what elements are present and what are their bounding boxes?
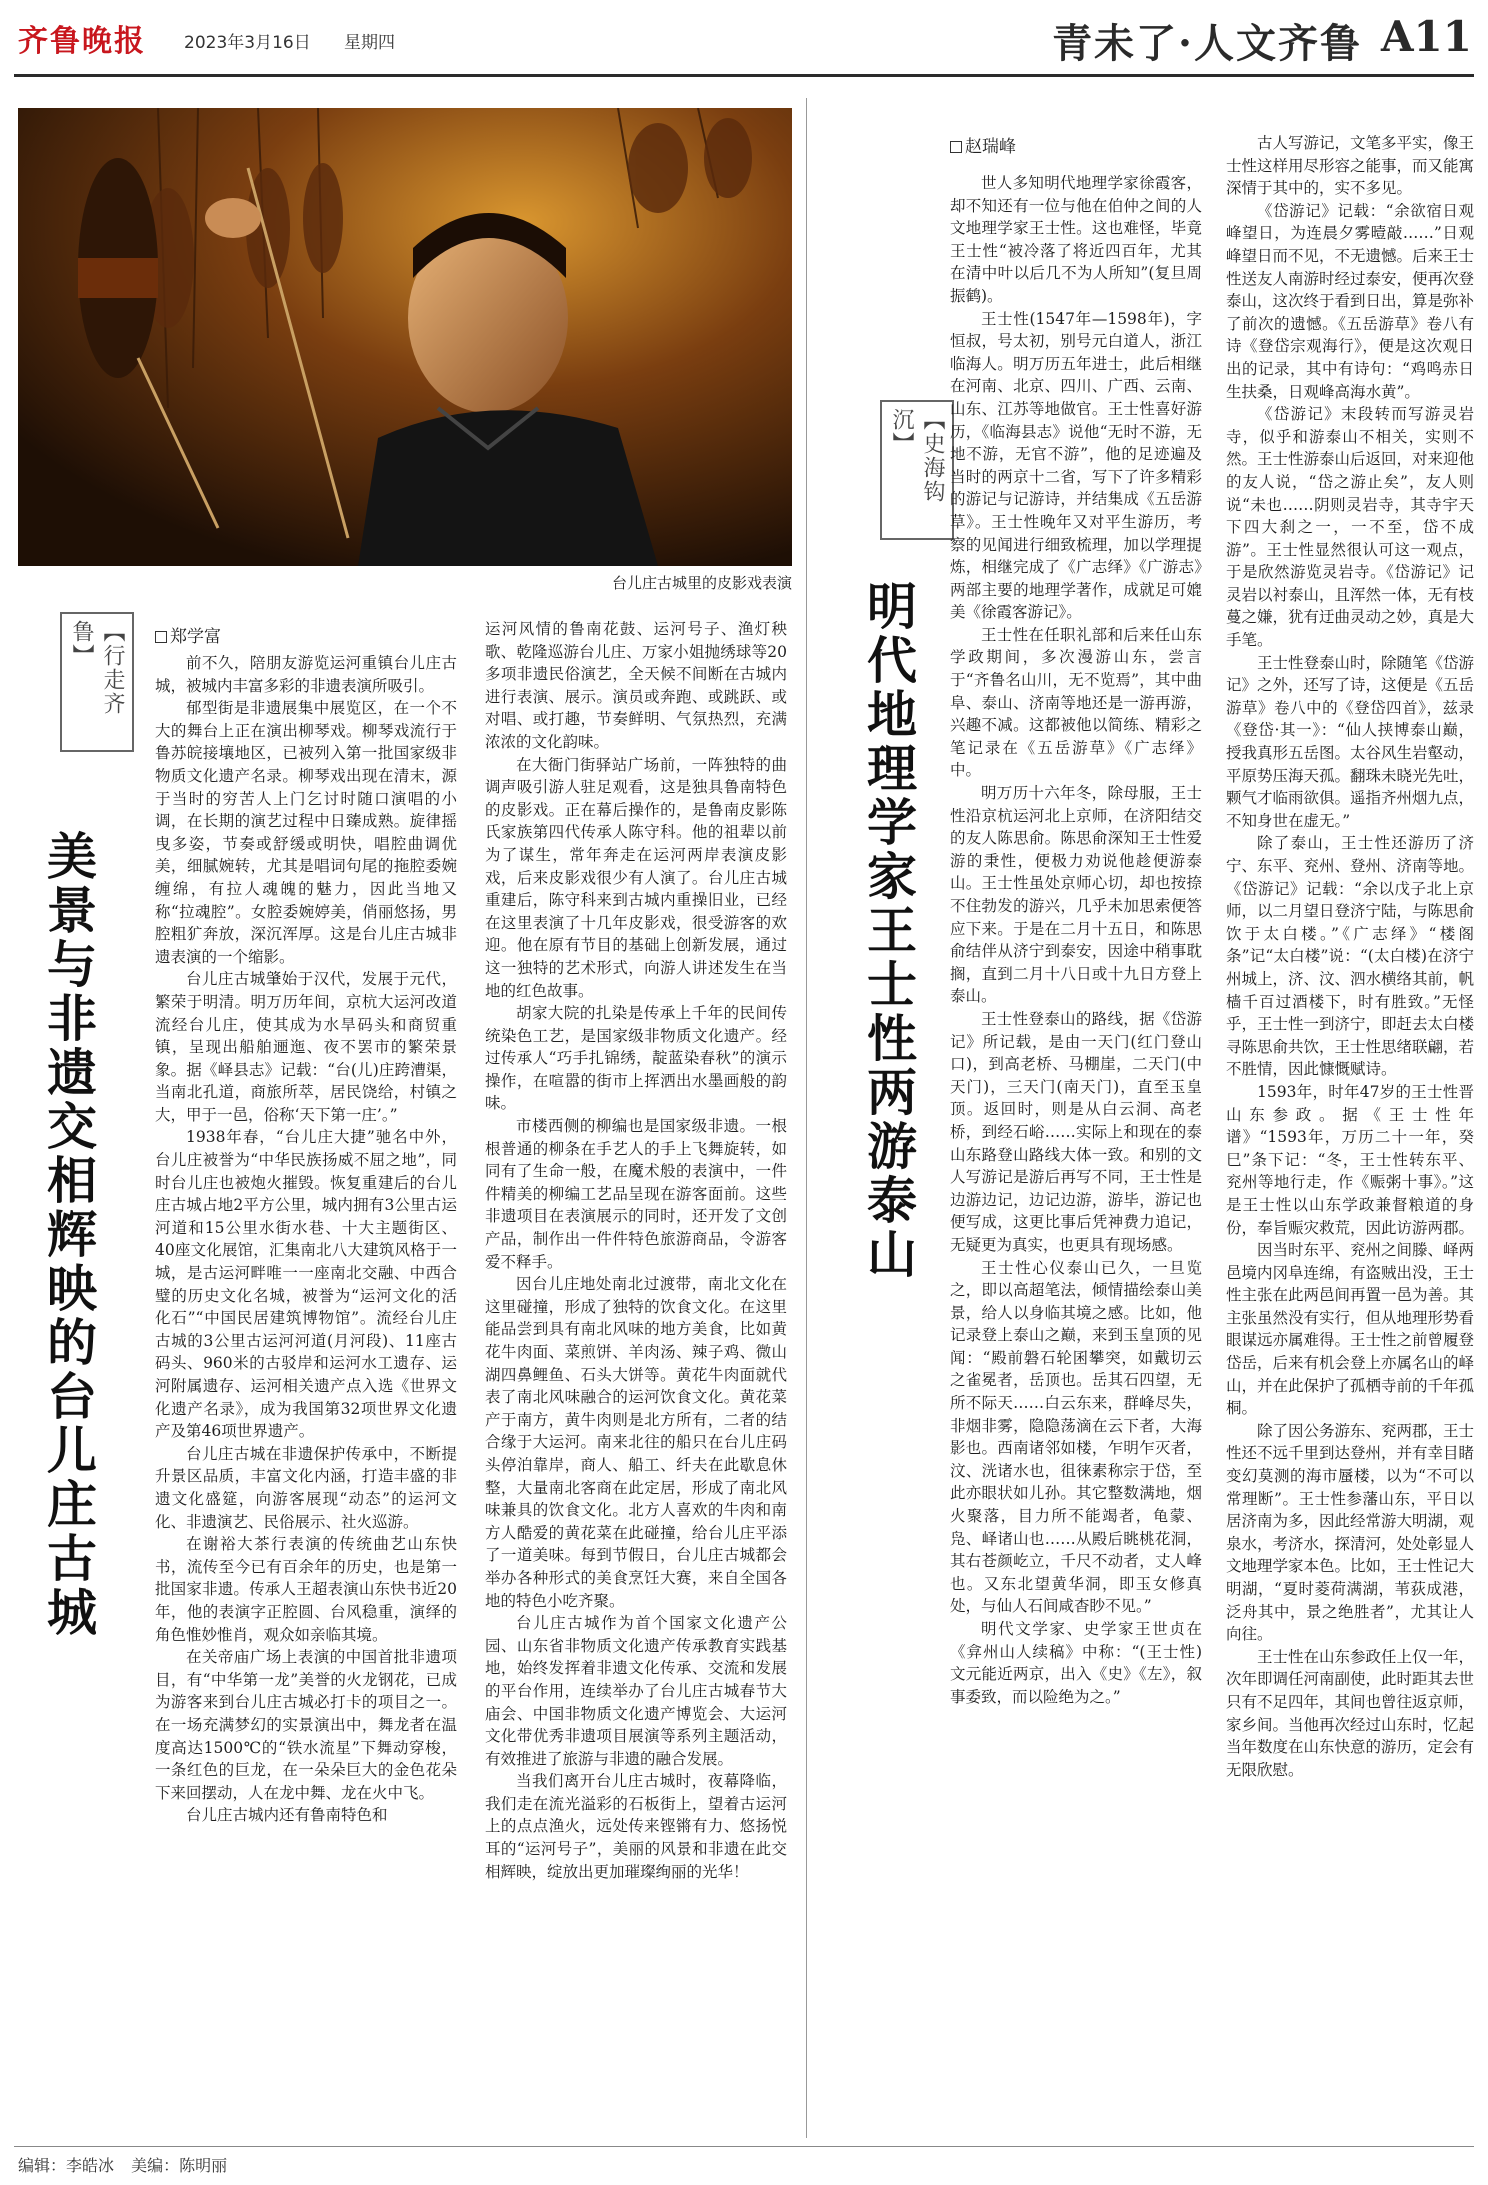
paragraph: 当我们离开台儿庄古城时，夜幕降临，我们走在流光溢彩的石板街上，望着古运河上的点点渔火，远处传来铿锵有力、悠扬悦耳的“运河号子”，美丽的风景和非遗在此交相辉映，绽放出更加璀璨绚丽的光华！	[485, 1772, 787, 1881]
column-tag-xingzou: 【行走齐鲁】	[60, 612, 134, 752]
paragraph: 郁型街是非遗展集中展览区，在一个不大的舞台上正在演出柳琴戏。柳琴戏流行于鲁苏皖接壤地区，已被列入第一批国家级非物质文化遗产名录。柳琴戏出现在清末，源于当时的穷苦人上门乞讨时随口演唱的小调，在长期的演艺过程中日臻成熟。旋律摇曳多姿，节奏或舒缓或明快，唱腔曲调优美，细腻婉转，尤其是唱词句尾的拖腔委婉缠绵，有拉人魂魄的魅力，因此当地又称“拉魂腔”。女腔委婉婷美，俏丽悠扬，男腔粗犷奔放，深沉浑厚。这是台儿庄古城非遗表演的一个缩影。	[155, 699, 457, 966]
paragraph: 因台儿庄地处南北过渡带，南北文化在这里碰撞，形成了独特的饮食文化。在这里能品尝到具有南北风味的地方美食，比如黄花牛肉面、菜煎饼、羊肉汤、辣子鸡、微山湖四鼻鲤鱼、石头大饼等。黄花牛肉面就代表了南北风味融合的运河饮食文化。黄花菜产于南方，黄牛肉则是北方所有，二者的结合缘于大运河。南来北往的船只在台儿庄码头停泊靠岸，商人、船工、纤夫在此歇息休整，大量南北客商在此定居，形成了南北风味兼具的饮食文化。北方人喜欢的牛肉和南方人酷爱的黄花菜在此碰撞，给台儿庄平添了一道美味。每到节假日，台儿庄古城都会举办各种形式的美食烹饪大赛，来自全国各地的特色小吃齐聚。	[485, 1275, 787, 1610]
photo-caption: 台儿庄古城里的皮影戏表演	[611, 574, 792, 592]
photo-illustration	[18, 108, 792, 566]
paragraph: 王士性(1547年—1598年)，字恒叔，号太初，别号元白道人，浙江临海人。明万历五年进士，此后相继在河南、北京、四川、广西、云南、山东、江苏等地做官。王士性喜好游历，《临海县志》说他“无时不游，无地不游，无官不游”，他的足迹遍及当时的两京十二省，写下了许多精彩的游记与记游诗，并结集成《五岳游草》。王士性晚年又对平生游历，考察的见闻进行细致梳理，加以学理提炼，相继完成了《广志绎》《广游志》两部主要的地理学著作，成就足可媲美《徐霞客游记》。	[950, 309, 1202, 622]
editor-credit: 编辑：李皓冰	[18, 2156, 115, 2175]
paragraph: 台儿庄古城在非遗保护传承中，不断提升景区品质，丰富文化内涵，打造丰盛的非遗文化盛筵，向游客展现“动态”的运河文化、非遗演艺、民俗展示、社火巡游。	[155, 1444, 457, 1531]
right-headline: 明代地理学家王士性两游泰山	[859, 580, 918, 1282]
left-column-1	[155, 652, 457, 2127]
right-author: 赵瑞峰	[965, 137, 1016, 157]
shadow-puppet-photo	[18, 108, 792, 566]
paragraph: 在谢裕大茶行表演的传统曲艺山东快书，流传至今已有百余年的历史，也是第一批国家非遗。传承人王超表演山东快书近20年，他的表演字正腔圆、台风稳重，演绎的角色惟妙惟肖，观众如亲临其境。	[155, 1535, 457, 1644]
paragraph: 明代文学家、史学家王世贞在《弇州山人续稿》中称：“(王士性)文元能近两京，出入《史》《左》，叙事委致，而以险绝为之。”	[950, 1620, 1202, 1706]
paragraph: 王士性登泰山的路线，据《岱游记》所记载，是由一天门(红门登山口)，到高老桥、马棚崖，二天门(中天门)，三天门(南天门)，直至玉皇顶。返回时，则是从白云洞、高老桥，到经石峪……实际上和现在的泰山东路登山路线大体一致。和别的文人写游记是游后再写不同，王士性是边游边记，边记边游，游毕，游记也便写成，这更比事后凭神费力追记，无疑更为真实，也更具有现场感。	[950, 1009, 1202, 1254]
column-tag-shihai: 【史海钩沉】	[880, 400, 954, 540]
byline-box-icon	[155, 631, 167, 643]
paragraph: 王士性在任职礼部和后来任山东学政期间，多次漫游山东，尝言于“齐鲁名山川，无不览焉”，其中曲阜、泰山、济南等地还是一游再游，兴趣不减。这都被他以简练、精彩之笔记录在《五岳游草》《广志绎》中。	[950, 625, 1202, 780]
paragraph: 除了泰山，王士性还游历了济宁、东平、兖州、登州、济南等地。《岱游记》记载：“余以戊子北上京师，以二月望日登济宁陆，与陈思俞饮于太白楼。”《广志绎》“楼阁条”记“太白楼”说：“(太白楼)在济宁州城上，济、汶、泗水横络其前，帆樯千百过酒楼下，时有胜致。”无怪乎，王士性一到济宁，即赶去太白楼寻陈思俞共饮，王士性思绪联翩，若不胜情，因此慷慨赋诗。	[1226, 834, 1474, 1079]
issue-date: 2023年3月16日	[184, 33, 311, 53]
paragraph: 前不久，陪朋友游览运河重镇台儿庄古城，被城内丰富多彩的非遗表演所吸引。	[155, 654, 457, 695]
left-column-2	[485, 618, 787, 2126]
paragraph: 1593年，时年47岁的王士性晋山东参政。据《王士性年谱》“1593年，万历二十一年，癸巳”条下记：“冬，王士性转东平、兖州等地行走，作《赈粥十事》。”这是王士性以山东学政兼督粮道的身份，奉旨赈灾救荒，因此访游两郡。	[1226, 1082, 1474, 1237]
paragraph: 运河风情的鲁南花鼓、运河号子、渔灯秧歌、乾隆巡游台儿庄、万家小姐抛绣球等20多项非遗民俗演艺，全天候不间断在古城内进行表演、展示。演员或奔跑、或跳跃、或对唱、或打趣，节奏鲜明、气氛热烈，充满浓浓的文化韵味。	[485, 620, 787, 751]
paragraph: 在大衙门街驿站广场前，一阵独特的曲调声吸引游人驻足观看，这是独具鲁南特色的皮影戏。正在幕后操作的，是鲁南皮影陈氏家族第四代传承人陈守科。他的祖辈以前为了谋生，常年奔走在运河两岸表演皮影戏，后来皮影戏很少有人演了。台儿庄古城重建后，陈守科来到古城内重操旧业，已经在这里表演了十几年皮影戏，很受游客的欢迎。他在原有节目的基础上创新发展，通过这一独特的艺术形式，向游人讲述发生在当地的红色故事。	[485, 755, 787, 1000]
paragraph: 王士性心仪泰山已久，一旦览之，即以高超笔法，倾情描绘泰山美景，给人以身临其境之感。比如，他记录登上泰山之巅，来到玉皇顶的见闻：“殿前磐石轮囷攀突，如戴切云之雀冕者，岳顶也。岳其石四望，无所不际天……白云东来，群峰尽失，非烟非雾，隐隐荡滴在云下者，大海影也。西南诸邻如楼，乍明乍灭者，汶、洸诸水也，徂徕素称宗于岱，至此亦眼状如儿孙。其它整数满地，烟火聚落，目力所不能竭者，龟蒙、凫、峄诸山也……从殿后眺桃花洞，其右苍颜屹立，千尺不动者，丈人峰也。又东北望黄华洞，即玉女修真处，与仙人石间咸杳眇不见。”	[950, 1258, 1202, 1616]
paragraph: 《岱游记》末段转而写游灵岩寺，似乎和游泰山不相关，实则不然。王士性游泰山后返回，对来迎他的友人说，“岱之游止矣”，友人则说“未也……阴则灵岩寺，其寺宇天下四大刹之一，一不至，岱不成游”。王士性显然很认可这一观点，于是欣然游览灵岩寺。《岱游记》记灵岩以衬泰山，且浑然一体，无有枝蔓之嫌，犹有迂曲灵动之妙，真是大手笔。	[1226, 405, 1474, 650]
paragraph: 《岱游记》记载：“余欲宿日观峰望日，为连晨夕雾曀敲……”日观峰望日而不见，不无遗憾。后来王士性送友人南游时经过泰安，便再次登泰山，这次终于看到日出，算是弥补了前次的遗憾。《五岳游草》卷八有诗《登岱宗观海行》，便是这次观日出的记录，其中有诗句：“鸡鸣赤日生扶桑，日观峰高海水黄”。	[1226, 201, 1474, 401]
right-column-2	[1226, 132, 1474, 2132]
paragraph: 古人写游记，文笔多平实，像王士性这样用尽形容之能事，而又能寓深情于其中的，实不多见。	[1226, 134, 1474, 198]
newspaper-logo: 齐鲁晚报	[18, 24, 146, 59]
paragraph: 市楼西侧的柳编也是国家级非遗。一根根普通的柳条在手艺人的手上飞舞旋转，如同有了生命一般，在魔术般的表演中，一件件精美的柳编工艺品呈现在游客面前。这些非遗项目在表演展示的同时，还开发了文创产品，制作出一件件特色旅游商品，令游客爱不释手。	[485, 1117, 787, 1271]
left-headline: 美景与非遗交相辉映的台儿庄古城	[39, 830, 98, 1640]
paragraph: 胡家大院的扎染是传承上千年的民间传统染色工艺，是国家级非物质文化遗产。经过传承人“巧手扎锦绣，靛蓝染春秋”的演示操作，在喧嚣的街市上挥洒出水墨画般的韵味。	[485, 1004, 787, 1113]
paragraph: 台儿庄古城作为首个国家文化遗产公园、山东省非物质文化遗产传承教育实践基地，始终发挥着非遗文化传承、交流和发展的平台作用，连续举办了台儿庄古城春节大庙会、中国非物质文化遗产博览会、大运河文化带优秀非遗项目展演等系列主题活动，有效推进了旅游与非遗的融合发展。	[485, 1614, 787, 1768]
masthead	[14, 10, 1474, 72]
right-column-1	[950, 172, 1202, 2132]
page-number: A11	[1380, 12, 1472, 61]
paragraph: 台儿庄古城内还有鲁南特色和	[186, 1806, 388, 1825]
paragraph: 世人多知明代地理学家徐霞客，却不知还有一位与他在伯仲之间的人文地理学家王士性。这也难怪，毕竟王士性“被冷落了将近四百年，尤其在清中叶以后几不为人所知”(复旦周振鹤)。	[950, 174, 1202, 305]
paragraph: 台儿庄古城肇始于汉代，发展于元代，繁荣于明清。明万历年间，京杭大运河改道流经台儿庄，使其成为水旱码头和商贸重镇，呈现出船舶逦迤、夜不罢市的繁荣景象。据《峄县志》记载：“台(儿)庄跨漕渠，当南北孔道，商旅所萃，居民饶给，村镇之大，甲于一邑，俗称‘天下第一庄’。”	[155, 970, 457, 1124]
section-title: 青未了·人文齐鲁	[1052, 20, 1362, 67]
paragraph: 在关帝庙广场上表演的中国首批非遗项目，有“中华第一龙”美誉的火龙钢花，已成为游客来到台儿庄古城必打卡的项目之一。在一场充满梦幻的实景演出中，舞龙者在温度高达1500℃的“铁水流星”下舞动穿梭，一条红色的巨龙，在一朵朵巨大的金色花朵下来回摆动，人在龙中舞、龙在火中飞。	[155, 1648, 457, 1802]
left-byline	[155, 622, 221, 647]
byline-box-icon	[950, 141, 962, 153]
paragraph: 除了因公务游东、兖两郡，王士性还不远千里到达登州，并有幸目睹变幻莫测的海市蜃楼，以为“不可以常理断”。王士性参藩山东，平日以居济南为多，因此经常游大明湖，观泉水，考济水，探清河，处处彰显人文地理学家本色。比如，王士性记大明湖，“夏时菱荷满湖，苇荻成港，泛舟其中，景之绝胜者”，尤其让人向往。	[1226, 1421, 1474, 1644]
right-byline	[950, 132, 1016, 157]
paragraph: 1938年春，“台儿庄大捷”驰名中外，台儿庄被誉为“中华民族扬威不屈之地”，同时台儿庄也被炮火摧毁。恢复重建后的台儿庄古城占地2平方公里，城内拥有3公里古运河道和15公里水街水巷、十大主题街区、40座文化展馆，汇集南北八大建筑风格于一城，是古运河畔唯一一座南北交融、中西合璧的历史文化名城，被誉为“运河文化的活化石”“中国民居建筑博物馆”。流经台儿庄古城的3公里古运河河道(月河段)、11座古码头、960米的古驳岸和运河水工遗存、运河附属遗存、运河相关遗产点入选《世界文化遗产名录》，成为我国第32项世界文化遗产及第46项世界遗产。	[155, 1128, 457, 1441]
footer-rule	[14, 2146, 1474, 2147]
issue-weekday: 星期四	[344, 33, 395, 53]
designer-credit: 美编：陈明丽	[131, 2156, 228, 2175]
paragraph: 王士性登泰山时，除随笔《岱游记》之外，还写了诗，这便是《五岳游草》卷八中的《登岱四首》，兹录《登岱·其一》：“仙人挟博泰山巅，授我真形五岳图。太谷风生岩壑动，平原势压海天孤。翻珠未晓光先吐，颗气才临雨欲俱。遥指齐州烟九点，不知身世在虚无。”	[1226, 653, 1474, 830]
footer	[18, 2153, 239, 2176]
paragraph: 因当时东平、兖州之间滕、峄两邑境内冈阜连绵，有盗贼出没，王士性主张在此两邑间再置一邑为善。其主张虽然没有实行，但从地理形势看眼谋远亦属难得。王士性之前曾履登岱岳，后来有机会登上亦属名山的峄山，并在此保护了孤栖寺前的千年孤桐。	[1226, 1241, 1474, 1418]
masthead-rule	[14, 74, 1474, 77]
column-divider	[806, 98, 807, 2138]
paragraph: 明万历十六年冬，除母服，王士性沿京杭运河北上京师，在济阳结交的友人陈思俞。陈思俞深知王士性爱游的秉性，便极力劝说他趁便游泰山。王士性虽处京师心切，却也按捺不住勃发的游兴，几乎未加思索便答应下来。于是在二月十五日，和陈思俞结伴从济宁到泰安，因途中稍事耽搁，直到二月十八日或十九日方登上泰山。	[950, 784, 1202, 1006]
paragraph: 王士性在山东参政任上仅一年，次年即调任河南副使，此时距其去世只有不足四年，其间也曾往返京师，家乡间。当他再次经过山东时，忆起当年数度在山东快意的游历，定会有无限欣慰。	[1226, 1647, 1474, 1779]
left-author: 郑学富	[170, 627, 221, 647]
